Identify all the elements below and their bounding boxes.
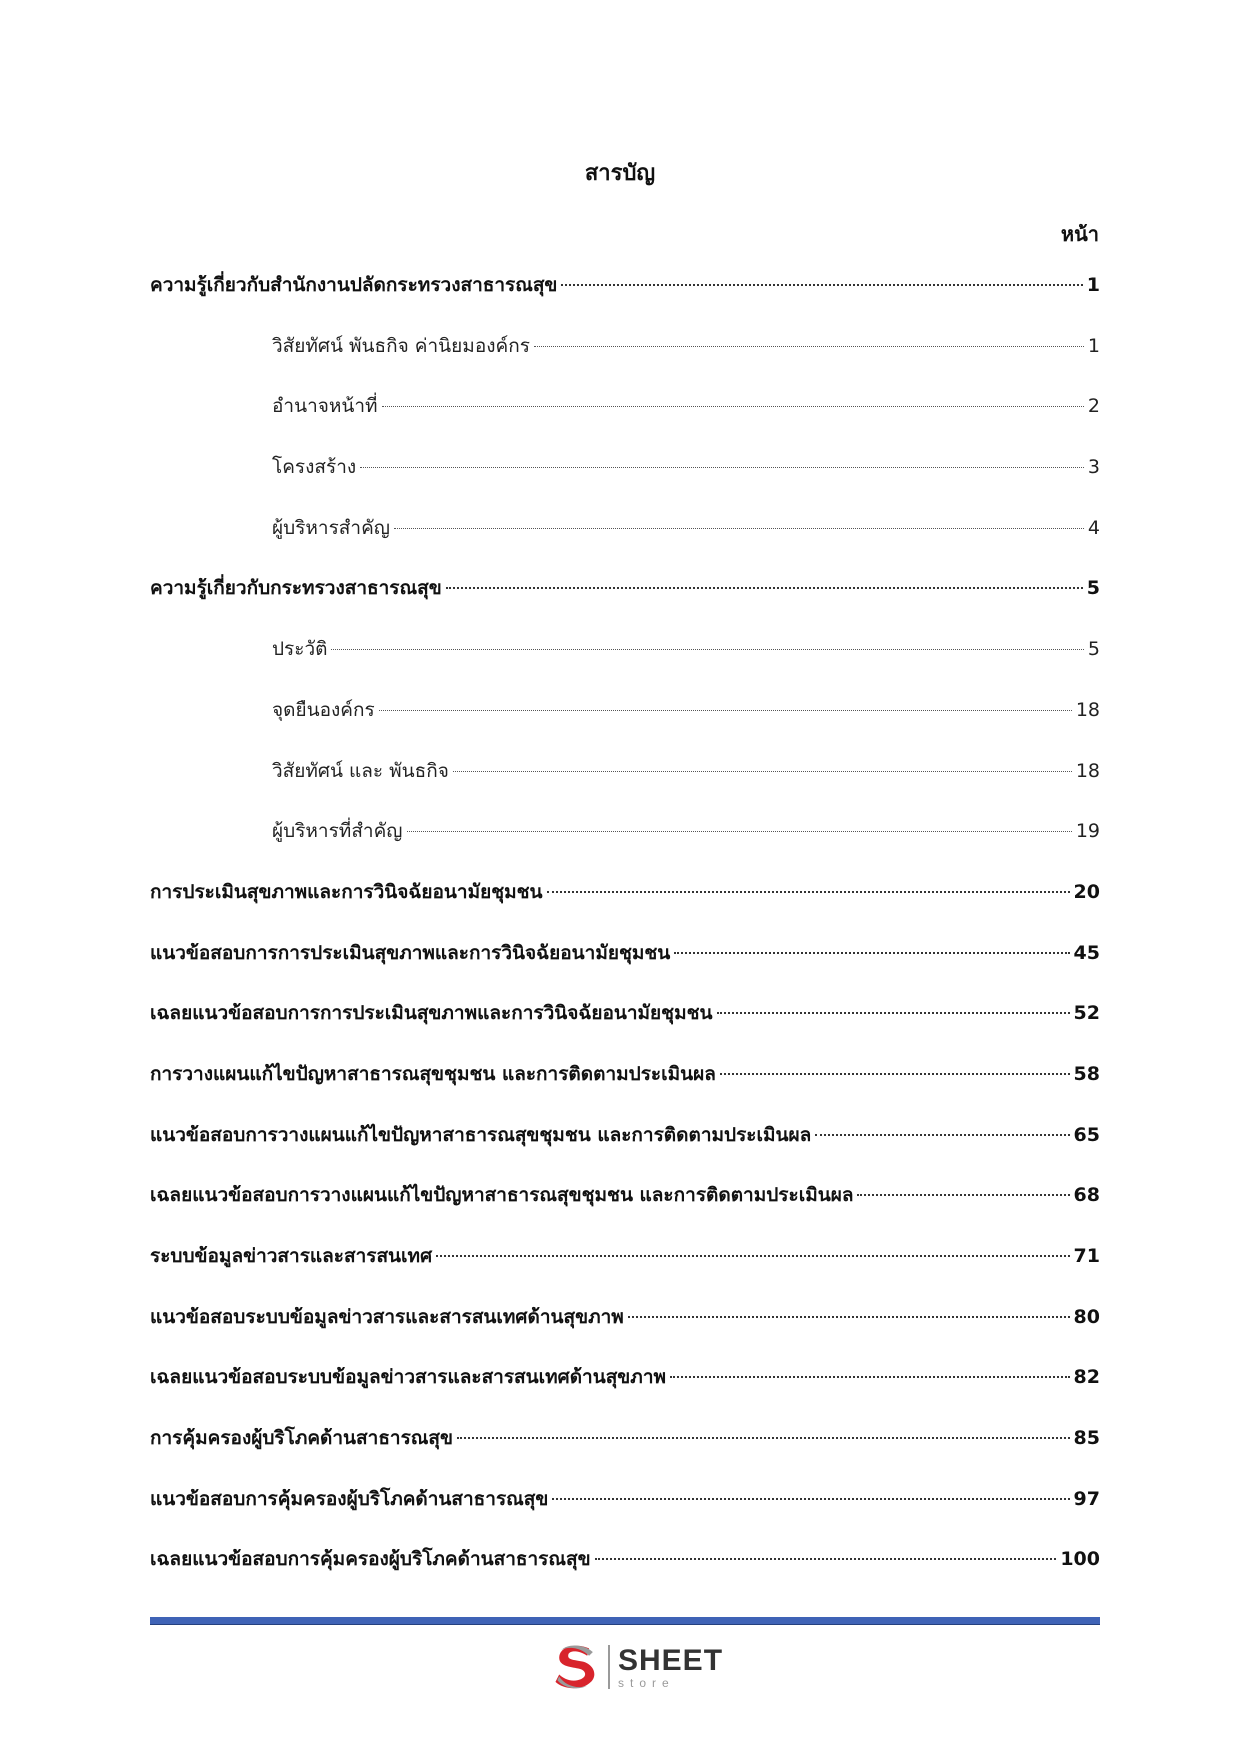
toc-entry-title: วิสัยทัศน์ และ พันธกิจ	[272, 759, 449, 782]
toc-entry-title: ความรู้เกี่ยวกับกระทรวงสาธารณสุข	[150, 577, 442, 600]
toc-entry-title: การประเมินสุขภาพและการวินิจฉัยอนามัยชุมชน	[150, 880, 543, 903]
toc-section-entry	[150, 938, 1100, 999]
toc-section-entry	[150, 1362, 1100, 1423]
toc-dot-leader	[561, 284, 1082, 286]
toc-entry-title: การวางแผนแก้ไขปัญหาสาธารณสุขชุมชน และการติดตามประเมินผล	[150, 1062, 716, 1085]
footer-rule	[150, 1617, 1100, 1625]
toc-dot-leader	[360, 467, 1084, 468]
toc-entry-page-number: 4	[1087, 516, 1100, 539]
toc-entry-title: อำนาจหน้าที่	[272, 395, 378, 418]
toc-entry-page-number: 1	[1086, 274, 1100, 296]
toc-entry-page-number: 5	[1087, 638, 1100, 661]
toc-dot-leader	[815, 1134, 1069, 1136]
toc-entry-page-number: 19	[1075, 820, 1100, 843]
toc-entry-page-number: 52	[1073, 1002, 1100, 1025]
sheet-store-logo	[548, 1638, 728, 1696]
toc-dot-leader	[407, 831, 1072, 832]
toc-entry-page-number: 2	[1087, 395, 1100, 418]
logo-brand-sub: store	[618, 1675, 675, 1690]
toc-dot-leader	[382, 406, 1084, 407]
toc-subsection-entry	[150, 695, 1100, 756]
toc-section-entry	[150, 270, 1100, 331]
page-title: สารบัญ	[584, 161, 656, 186]
toc-subsection-entry	[150, 816, 1100, 877]
toc-section-entry	[150, 1241, 1100, 1302]
toc-entry-page-number: 45	[1073, 941, 1100, 964]
toc-dot-leader	[394, 528, 1084, 529]
toc-subsection-entry	[150, 756, 1100, 817]
toc-dot-leader	[446, 587, 1083, 589]
toc-dot-leader	[534, 346, 1084, 347]
toc-dot-leader	[674, 952, 1069, 954]
table-of-contents	[150, 270, 1100, 1605]
toc-dot-leader	[717, 1012, 1070, 1014]
toc-dot-leader	[720, 1073, 1070, 1075]
toc-entry-page-number: 1	[1087, 334, 1100, 357]
page-column-label: หน้า	[1060, 222, 1099, 246]
toc-dot-leader	[547, 891, 1070, 893]
toc-entry-page-number: 3	[1087, 456, 1100, 479]
toc-dot-leader	[670, 1376, 1070, 1378]
toc-entry-page-number: 82	[1073, 1366, 1100, 1389]
toc-dot-leader	[331, 649, 1083, 650]
toc-entry-page-number: 18	[1075, 698, 1100, 721]
toc-entry-title: แนวข้อสอบการคุ้มครองผู้บริโภคด้านสาธารณสุข	[150, 1487, 549, 1510]
toc-entry-page-number: 5	[1086, 577, 1100, 600]
toc-subsection-entry	[150, 391, 1100, 452]
toc-dot-leader	[379, 710, 1072, 711]
toc-entry-title: ผู้บริหารสำคัญ	[272, 516, 390, 539]
toc-entry-title: ผู้บริหารที่สำคัญ	[272, 820, 403, 843]
toc-section-entry	[150, 877, 1100, 938]
toc-subsection-entry	[150, 452, 1100, 513]
toc-entry-title: แนวข้อสอบการการประเมินสุขภาพและการวินิจฉัยอนามัยชุมชน	[150, 941, 671, 964]
toc-entry-page-number: 80	[1073, 1305, 1100, 1328]
toc-dot-leader	[628, 1316, 1070, 1318]
toc-dot-leader	[457, 1437, 1070, 1439]
toc-entry-page-number: 20	[1073, 880, 1100, 903]
toc-entry-title: โครงสร้าง	[272, 456, 357, 479]
toc-entry-title: เฉลยแนวข้อสอบการการประเมินสุขภาพและการวินิจฉัยอนามัยชุมชน	[150, 1002, 713, 1025]
toc-entry-title: ความรู้เกี่ยวกับสำนักงานปลัดกระทรวงสาธารณสุข	[150, 274, 558, 296]
toc-entry-title: ประวัติ	[272, 638, 328, 661]
toc-entry-title: วิสัยทัศน์ พันธกิจ ค่านิยมองค์กร	[272, 334, 530, 357]
toc-entry-page-number: 68	[1073, 1184, 1100, 1207]
toc-entry-title: เฉลยแนวข้อสอบการคุ้มครองผู้บริโภคด้านสาธารณสุข	[150, 1548, 591, 1571]
toc-entry-page-number: 18	[1075, 759, 1100, 782]
toc-section-entry	[150, 1302, 1100, 1363]
toc-subsection-entry	[150, 634, 1100, 695]
toc-entry-title: แนวข้อสอบการวางแผนแก้ไขปัญหาสาธารณสุขชุมชน และการติดตามประเมินผล	[150, 1123, 812, 1146]
toc-entry-title: เฉลยแนวข้อสอบระบบข้อมูลข่าวสารและสารสนเทศด้านสุขภาพ	[150, 1366, 667, 1389]
toc-section-entry	[150, 1544, 1100, 1605]
toc-section-entry	[150, 1484, 1100, 1545]
toc-dot-leader	[453, 771, 1072, 772]
toc-entry-page-number: 97	[1073, 1487, 1100, 1510]
toc-section-entry	[150, 998, 1100, 1059]
logo-wordmark	[618, 1643, 724, 1690]
logo-divider	[608, 1645, 610, 1689]
sheet-store-s-logo-icon	[548, 1639, 604, 1695]
toc-entry-title: ระบบข้อมูลข่าวสารและสารสนเทศ	[150, 1245, 433, 1267]
toc-entry-title: การคุ้มครองผู้บริโภคด้านสาธารณสุข	[150, 1427, 453, 1450]
toc-section-entry	[150, 1059, 1100, 1120]
toc-entry-page-number: 85	[1073, 1427, 1100, 1450]
toc-entry-title: จุดยืนองค์กร	[272, 698, 375, 721]
toc-section-entry	[150, 573, 1100, 634]
toc-entry-page-number: 100	[1060, 1548, 1100, 1571]
toc-dot-leader	[436, 1255, 1069, 1257]
toc-entry-page-number: 65	[1073, 1123, 1100, 1146]
toc-section-entry	[150, 1180, 1100, 1241]
toc-entry-page-number: 71	[1073, 1245, 1100, 1267]
toc-subsection-entry	[150, 331, 1100, 392]
toc-section-entry	[150, 1423, 1100, 1484]
logo-brand-main: SHEET	[618, 1643, 724, 1677]
toc-entry-title: แนวข้อสอบระบบข้อมูลข่าวสารและสารสนเทศด้านสุขภาพ	[150, 1305, 624, 1328]
toc-entry-title: เฉลยแนวข้อสอบการวางแผนแก้ไขปัญหาสาธารณสุขชุมชน และการติดตามประเมินผล	[150, 1184, 854, 1207]
toc-dot-leader	[595, 1558, 1057, 1560]
toc-subsection-entry	[150, 513, 1100, 574]
toc-dot-leader	[552, 1498, 1069, 1500]
toc-section-entry	[150, 1120, 1100, 1181]
toc-dot-leader	[857, 1194, 1069, 1196]
toc-entry-page-number: 58	[1073, 1062, 1100, 1085]
